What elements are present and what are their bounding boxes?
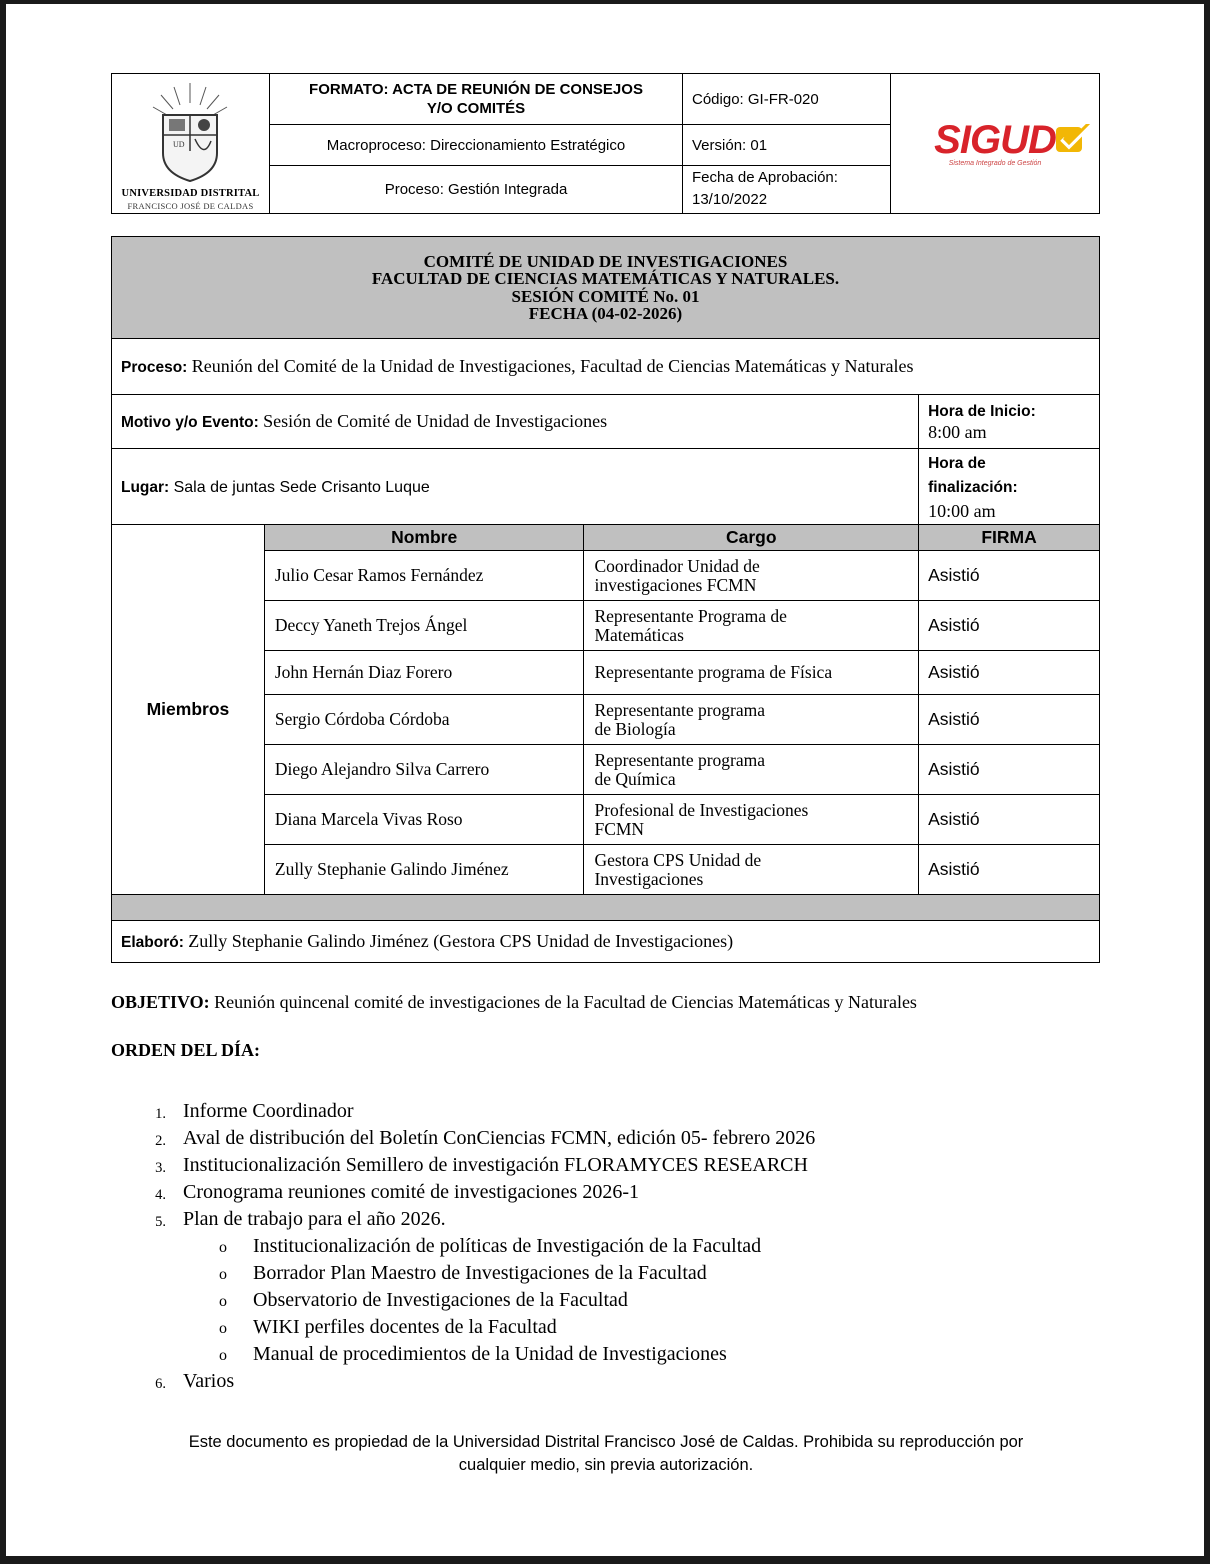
lugar-label: Lugar: xyxy=(121,479,170,496)
member-name: Zully Stephanie Galindo Jiménez xyxy=(264,845,584,895)
proceso-label: Proceso: xyxy=(121,359,188,376)
version-label: Versión: 01 xyxy=(683,125,891,165)
member-firma: Asistió xyxy=(919,551,1100,601)
lugar-value: Sala de juntas Sede Crisanto Luque xyxy=(173,479,430,496)
elaboro-row xyxy=(112,921,1100,963)
sigud-logo: SIGUD Sistema Integrado de Gestión xyxy=(934,118,1056,167)
document-header-table xyxy=(111,73,1100,214)
member-firma: Asistió xyxy=(919,745,1100,795)
svg-text:UD: UD xyxy=(173,140,185,149)
member-cargo: Representante Programa de Matemáticas xyxy=(584,601,919,651)
elaboro-label: Elaboró: xyxy=(121,934,184,951)
proceso-header-label: Proceso: Gestión Integrada xyxy=(270,165,683,213)
proceso-row xyxy=(112,339,1100,395)
miembros-label: Miembros xyxy=(112,525,265,895)
member-cargo: Coordinador Unidad de investigaciones FCMN xyxy=(584,551,919,601)
document-code: Código: GI-FR-020 xyxy=(683,74,891,125)
format-title: FORMATO: ACTA DE REUNIÓN DE CONSEJOS Y/O COMITÉS xyxy=(270,74,683,125)
member-cargo: Gestora CPS Unidad de Investigaciones xyxy=(584,845,919,895)
lugar-row xyxy=(112,449,919,525)
university-crest-icon xyxy=(149,81,231,185)
member-name: Sergio Córdoba Córdoba xyxy=(264,695,584,745)
member-name: Julio Cesar Ramos Fernández xyxy=(264,551,584,601)
orden-del-dia-heading: ORDEN DEL DÍA: xyxy=(111,1040,261,1060)
footer-disclaimer: Este documento es propiedad de la Universidad Distrital Francisco José de Caldas. Prohibida su reproducción por cualquier medio, sin previa autorización. xyxy=(188,1433,1024,1474)
member-cargo: Representante programa de Química xyxy=(584,745,919,795)
acta-table xyxy=(111,236,1100,963)
objetivo-paragraph xyxy=(111,992,1111,1013)
sigud-logo-cell xyxy=(891,74,1100,214)
motivo-value: Sesión de Comité de Unidad de Investigaciones xyxy=(263,411,608,431)
separator-band xyxy=(112,895,1100,921)
acta-title: COMITÉ DE UNIDAD DE INVESTIGACIONES FACULTAD DE CIENCIAS MATEMÁTICAS Y NATURALES. SESIÓN COMITÉ No. 01 FECHA (04-02-2026) xyxy=(112,237,1100,339)
column-header-cargo: Cargo xyxy=(584,525,919,551)
member-cargo: Profesional de Investigaciones FCMN xyxy=(584,795,919,845)
member-firma: Asistió xyxy=(919,695,1100,745)
motivo-row xyxy=(112,395,919,449)
motivo-label: Motivo y/o Evento: xyxy=(121,414,259,431)
member-firma: Asistió xyxy=(919,845,1100,895)
elaboro-value: Zully Stephanie Galindo Jiménez (Gestora CPS Unidad de Investigaciones) xyxy=(188,931,734,951)
hora-inicio: Hora de Inicio: 8:00 am xyxy=(919,395,1100,449)
document-page: UD UNIVERSIDAD DISTRITAL FRANCISCO JOSÉ DE CALDAS FORMATO: ACTA DE REUNIÓN DE CONSEJOS Y/O COMITÉS Código: GI-FR-020 SIGUD Sistema Integrado de Gestión Macroproceso: Direccionamiento Estratégico Versión: 01 Proceso: Gestión Integrada Fecha de Aprobación: 13/10/2022 COMITÉ DE UNIDAD DE INVESTIGACIONES FACULTAD DE CIENCIAS MATEMÁTICAS Y NATURALES. SESIÓN COMITÉ No. 01 FECHA (04-02-2026) Proceso: Reunión del Comité de la Unidad de Investigaciones, Facultad de Ciencias Matemáticas y Naturales Motivo y/o Evento: Sesión de Comité de Unidad de Investigaciones Hora de Inicio: 8:00 am Lugar: Sala de juntas Sede Crisanto Luque Hora de finalización: 10:00 am Miembros Nombre Cargo FIRMA Julio Cesar Ramos Fernández Coordinador Unidad de investigaciones FCMN Asistió Deccy Yaneth Trejos Ángel Representante Programa de Matemáticas Asistió John Hernán Diaz Forero Representante programa de Física Asistió Sergio Córdoba Córdoba Representante programa de Biología Asistió Diego Alejandro Silva Carrero Representante programa de Química Asistió Diana Marcela Vivas Roso Profesional de Investigaciones FCMN Asistió Zully Stephanie Galindo Jiménez Gestora CPS Unidad de Investigaciones Asistió Elaboró: Zully Stephanie Galindo Jiménez (Gestora CPS Unidad de Investigaciones) OBJETIVO: Reunión quincenal comité de investigaciones de la Facultad de Ciencias Matemáticas y Naturales ORDEN DEL DÍA: 1. Informe Coordinador 2. Aval de distribución del Boletín ConCiencias FCMN, edición 05- febrero 2026 3. Institucionalización Semillero de investigación FLORAMYCES RESEARCH 4. Cronograma reuniones comité de investigaciones 2026-1 5. Plan de trabajo para el año 2026. o Institucionalización de políticas de Investigación de la Facultad o Borrador Plan Maestro de Investigaciones de la Facultad o Observatorio de Investigaciones de la Facultad o WIKI perfiles docentes de la Facultad o Manual de procedimientos de la Unidad de Investigaciones 6. Varios Este documento es propiedad de la Universidad Distrital Francisco José de Caldas. Prohibida su reproducción por cualquier medio, sin previa autorización. xyxy=(6,4,1204,1556)
member-cargo: Representante programa de Biología xyxy=(584,695,919,745)
member-firma: Asistió xyxy=(919,795,1100,845)
member-cargo: Representante programa de Física xyxy=(584,651,919,695)
macroproceso-label: Macroproceso: Direccionamiento Estratégico xyxy=(270,125,683,165)
column-header-firma: FIRMA xyxy=(919,525,1100,551)
column-header-nombre: Nombre xyxy=(264,525,584,551)
member-name: Deccy Yaneth Trejos Ángel xyxy=(264,601,584,651)
member-name: John Hernán Diaz Forero xyxy=(264,651,584,695)
university-name: UNIVERSIDAD DISTRITAL xyxy=(121,188,260,199)
check-mark-icon xyxy=(1056,124,1092,154)
objetivo-label: OBJETIVO: xyxy=(111,992,210,1012)
member-firma: Asistió xyxy=(919,601,1100,651)
hora-finalizacion: Hora de finalización: 10:00 am xyxy=(919,449,1100,525)
proceso-value: Reunión del Comité de la Unidad de Investigaciones, Facultad de Ciencias Matemáticas y Naturales xyxy=(191,356,914,376)
member-name: Diego Alejandro Silva Carrero xyxy=(264,745,584,795)
approval-date: Fecha de Aprobación: 13/10/2022 xyxy=(683,165,891,213)
member-name: Diana Marcela Vivas Roso xyxy=(264,795,584,845)
university-subtitle: FRANCISCO JOSÉ DE CALDAS xyxy=(127,201,254,211)
university-logo-cell xyxy=(112,74,270,214)
member-firma: Asistió xyxy=(919,651,1100,695)
objetivo-value: Reunión quincenal comité de investigaciones de la Facultad de Ciencias Matemáticas y Naturales xyxy=(214,992,917,1012)
